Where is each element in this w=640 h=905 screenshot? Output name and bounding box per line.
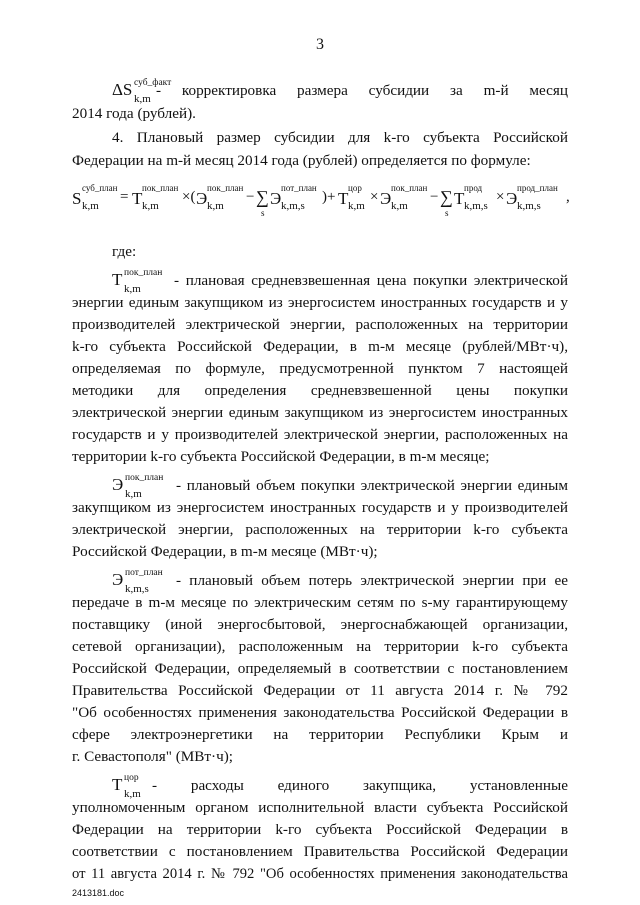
text-line: Э пок_план k,m - плановый объем покупки электрической энергии единым	[112, 473, 568, 500]
text-line: методики для определения средневзвешенной цены покупки	[72, 382, 568, 399]
text-line: k-го субъекта Российской Федерации, в m-м месяце (рублей/МВт·ч),	[72, 338, 568, 355]
text-line: закупщиком из энергосистем иностранных государств и у производителей	[72, 499, 568, 516]
text-line: Российской Федерации, определяемый в соответствии с постановлением	[72, 660, 568, 677]
text-line: определяемая по формуле, предусмотренной пунктом 7 настоящей	[72, 360, 568, 377]
subsidy-formula: S суб_план k,m = T пок_план k,m ×( Э пок_план k,m − ∑ s Э пот_план k,m,s )+ T цор k,m × Э пок_план k,m − ∑ s T прод k,m,s × Э прод_план k,m,s ,	[72, 183, 570, 218]
text-line: государств и у производителей электрической энергии, расположенных на	[72, 426, 568, 443]
text-line: сетевой организации), расположенным на территории k-го субъекта	[72, 638, 568, 655]
page-number: 3	[316, 36, 324, 53]
text-line: 4. Плановый размер субсидии для k-го субъекта Российской	[112, 129, 568, 146]
text-line: г. Севастополя" (МВт·ч);	[72, 748, 234, 765]
text-line: Э пот_план k,m,s - плановый объем потерь электрической энергии при ее	[112, 568, 568, 595]
math-symbol: Э пок_план k,m	[112, 473, 164, 500]
text-line: электрической энергии единым закупщиком из энергосистем иностранных	[72, 404, 568, 421]
text-line: производителей электрической энергии, расположенных на территории	[72, 316, 568, 333]
text-line: энергии единым закупщиком из энергосистем иностранных государств и у	[72, 294, 568, 311]
math-symbol: T цор k,m	[112, 773, 141, 800]
text-line: где:	[112, 243, 137, 260]
text-line: поставщику (иной энергосбытовой, энергоснабжающей организации,	[72, 616, 568, 633]
text-line: T пок_план k,m - плановая средневзвешенная цена покупки электрической	[112, 268, 568, 295]
math-symbol: T пок_план k,m	[112, 268, 163, 295]
text-line: электрической энергии, расположенных на территории k-го субъекта	[72, 521, 568, 538]
text-line: передаче в m-м месяце по электрическим сетям по s-му гарантирующему	[72, 594, 568, 611]
math-symbol: Э пот_план k,m,s	[112, 568, 163, 595]
text-line: 2014 года (рублей).	[72, 105, 196, 122]
text-line: ΔS суб_факт k,m - корректировка размера субсидии за m-й месяц	[112, 78, 568, 105]
text-line: Правительства Российской Федерации от 11 августа 2014 г. № 792	[72, 682, 568, 699]
text-line: территории k-го субъекта Российской Федерации, в m-м месяце;	[72, 448, 490, 465]
text-line: Российской Федерации, в m-м месяце (МВт·ч);	[72, 543, 378, 560]
text-line: Федерации на m-й месяц 2014 года (рублей) определяется по формуле:	[72, 152, 531, 169]
text-line: Федерации на территории k-го субъекта Российской Федерации в	[72, 821, 568, 838]
text-line: сфере электроэнергетики на территории Республики Крым и	[72, 726, 568, 743]
text-line: соответствии с постановлением Правительства Российской Федерации	[72, 843, 568, 860]
text-line: уполномоченным органом исполнительной власти субъекта Российской	[72, 799, 568, 816]
file-name-footer: 2413181.doc	[72, 888, 125, 898]
math-symbol: ΔS суб_факт k,m	[112, 78, 172, 105]
text-line: "Об особенностях применения законодательства Российской Федерации в	[72, 704, 568, 721]
text-line: от 11 августа 2014 г. № 792 "Об особенностях применения законодательства	[72, 866, 568, 882]
text-line: T цор k,m - расходы единого закупщика, установленные	[112, 773, 568, 800]
